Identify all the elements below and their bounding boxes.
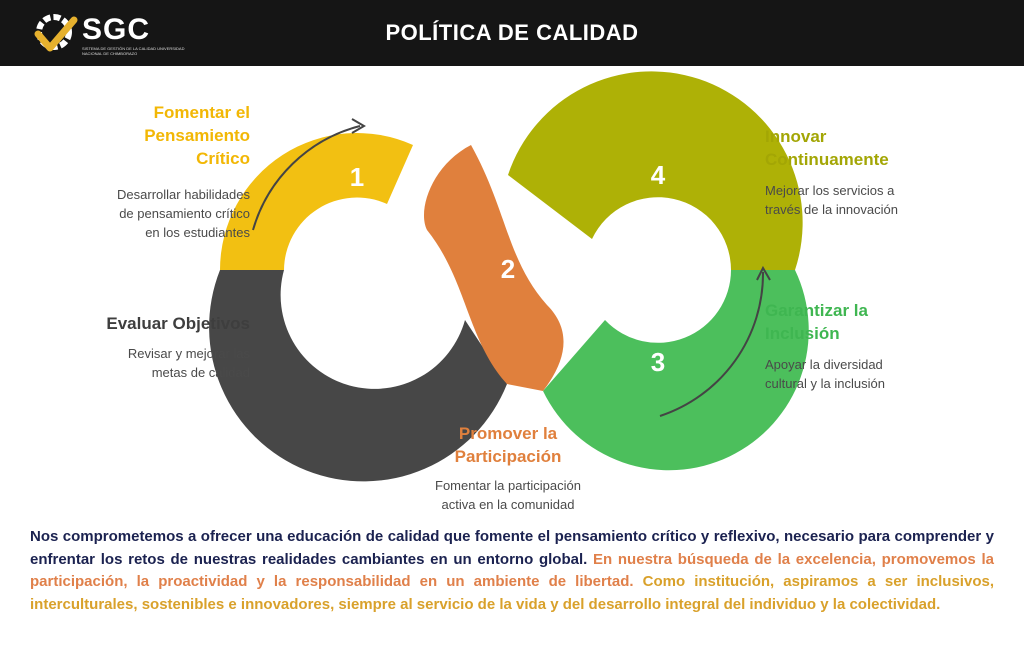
step-1-description: Desarrollar habilidades de pensamiento crítico en los estudiantes (117, 187, 250, 240)
step-5-title: Evaluar Objetivos (106, 314, 250, 333)
step-5-number: 5 (349, 346, 365, 376)
step-4-number: 4 (650, 160, 666, 190)
policy-part-3: Como institución, aspiramos a ser inclusivos, interculturales, sostenibles e innovadores, siempre al servicio de la vida y del desarrollo integral del individuo y la colectividad. (30, 573, 994, 613)
step-3-number: 3 (650, 347, 666, 377)
logo-text: SGC (82, 13, 151, 46)
step-2-title: Promover la Participación (454, 424, 562, 466)
step-4-description: Mejorar los servicios a través de la innovación (765, 183, 898, 217)
step-5-description: Revisar y mejorar las metas de calidad (127, 346, 250, 380)
step-1-title: Fomentar el Pensamiento Crítico (144, 103, 250, 168)
step-3-description: Apoyar la diversidad cultural y la inclusión (765, 357, 885, 391)
policy-part-1: Nos comprometemos a ofrecer una educación de calidad que fomente el pensamiento crítico y reflexivo, necesario para comprender y enfrentar los retos de nuestras realidades cambiantes en un entorno global. (30, 528, 994, 568)
policy-statement (30, 526, 994, 616)
step-1-number: 1 (349, 162, 365, 192)
logo-subtitle: SISTEMA DE GESTIÓN DE LA CALIDAD UNIVERSIDAD NACIONAL DE CHIMBORAZO (82, 46, 185, 56)
policy-part-2: En nuestra búsqueda de la excelencia, promovemos la participación, la proactividad y la responsabilidad en un ambiente de libertad. (30, 550, 994, 590)
step-2-number: 2 (500, 254, 516, 284)
header-bar (0, 0, 1024, 66)
page-title: POLÍTICA DE CALIDAD (385, 20, 639, 45)
step-2-description: Fomentar la participación activa en la comunidad (435, 478, 581, 512)
step-3-title: Garantizar la Inclusión (765, 301, 868, 343)
step-4-title: Innovar Continuamente (765, 127, 889, 169)
